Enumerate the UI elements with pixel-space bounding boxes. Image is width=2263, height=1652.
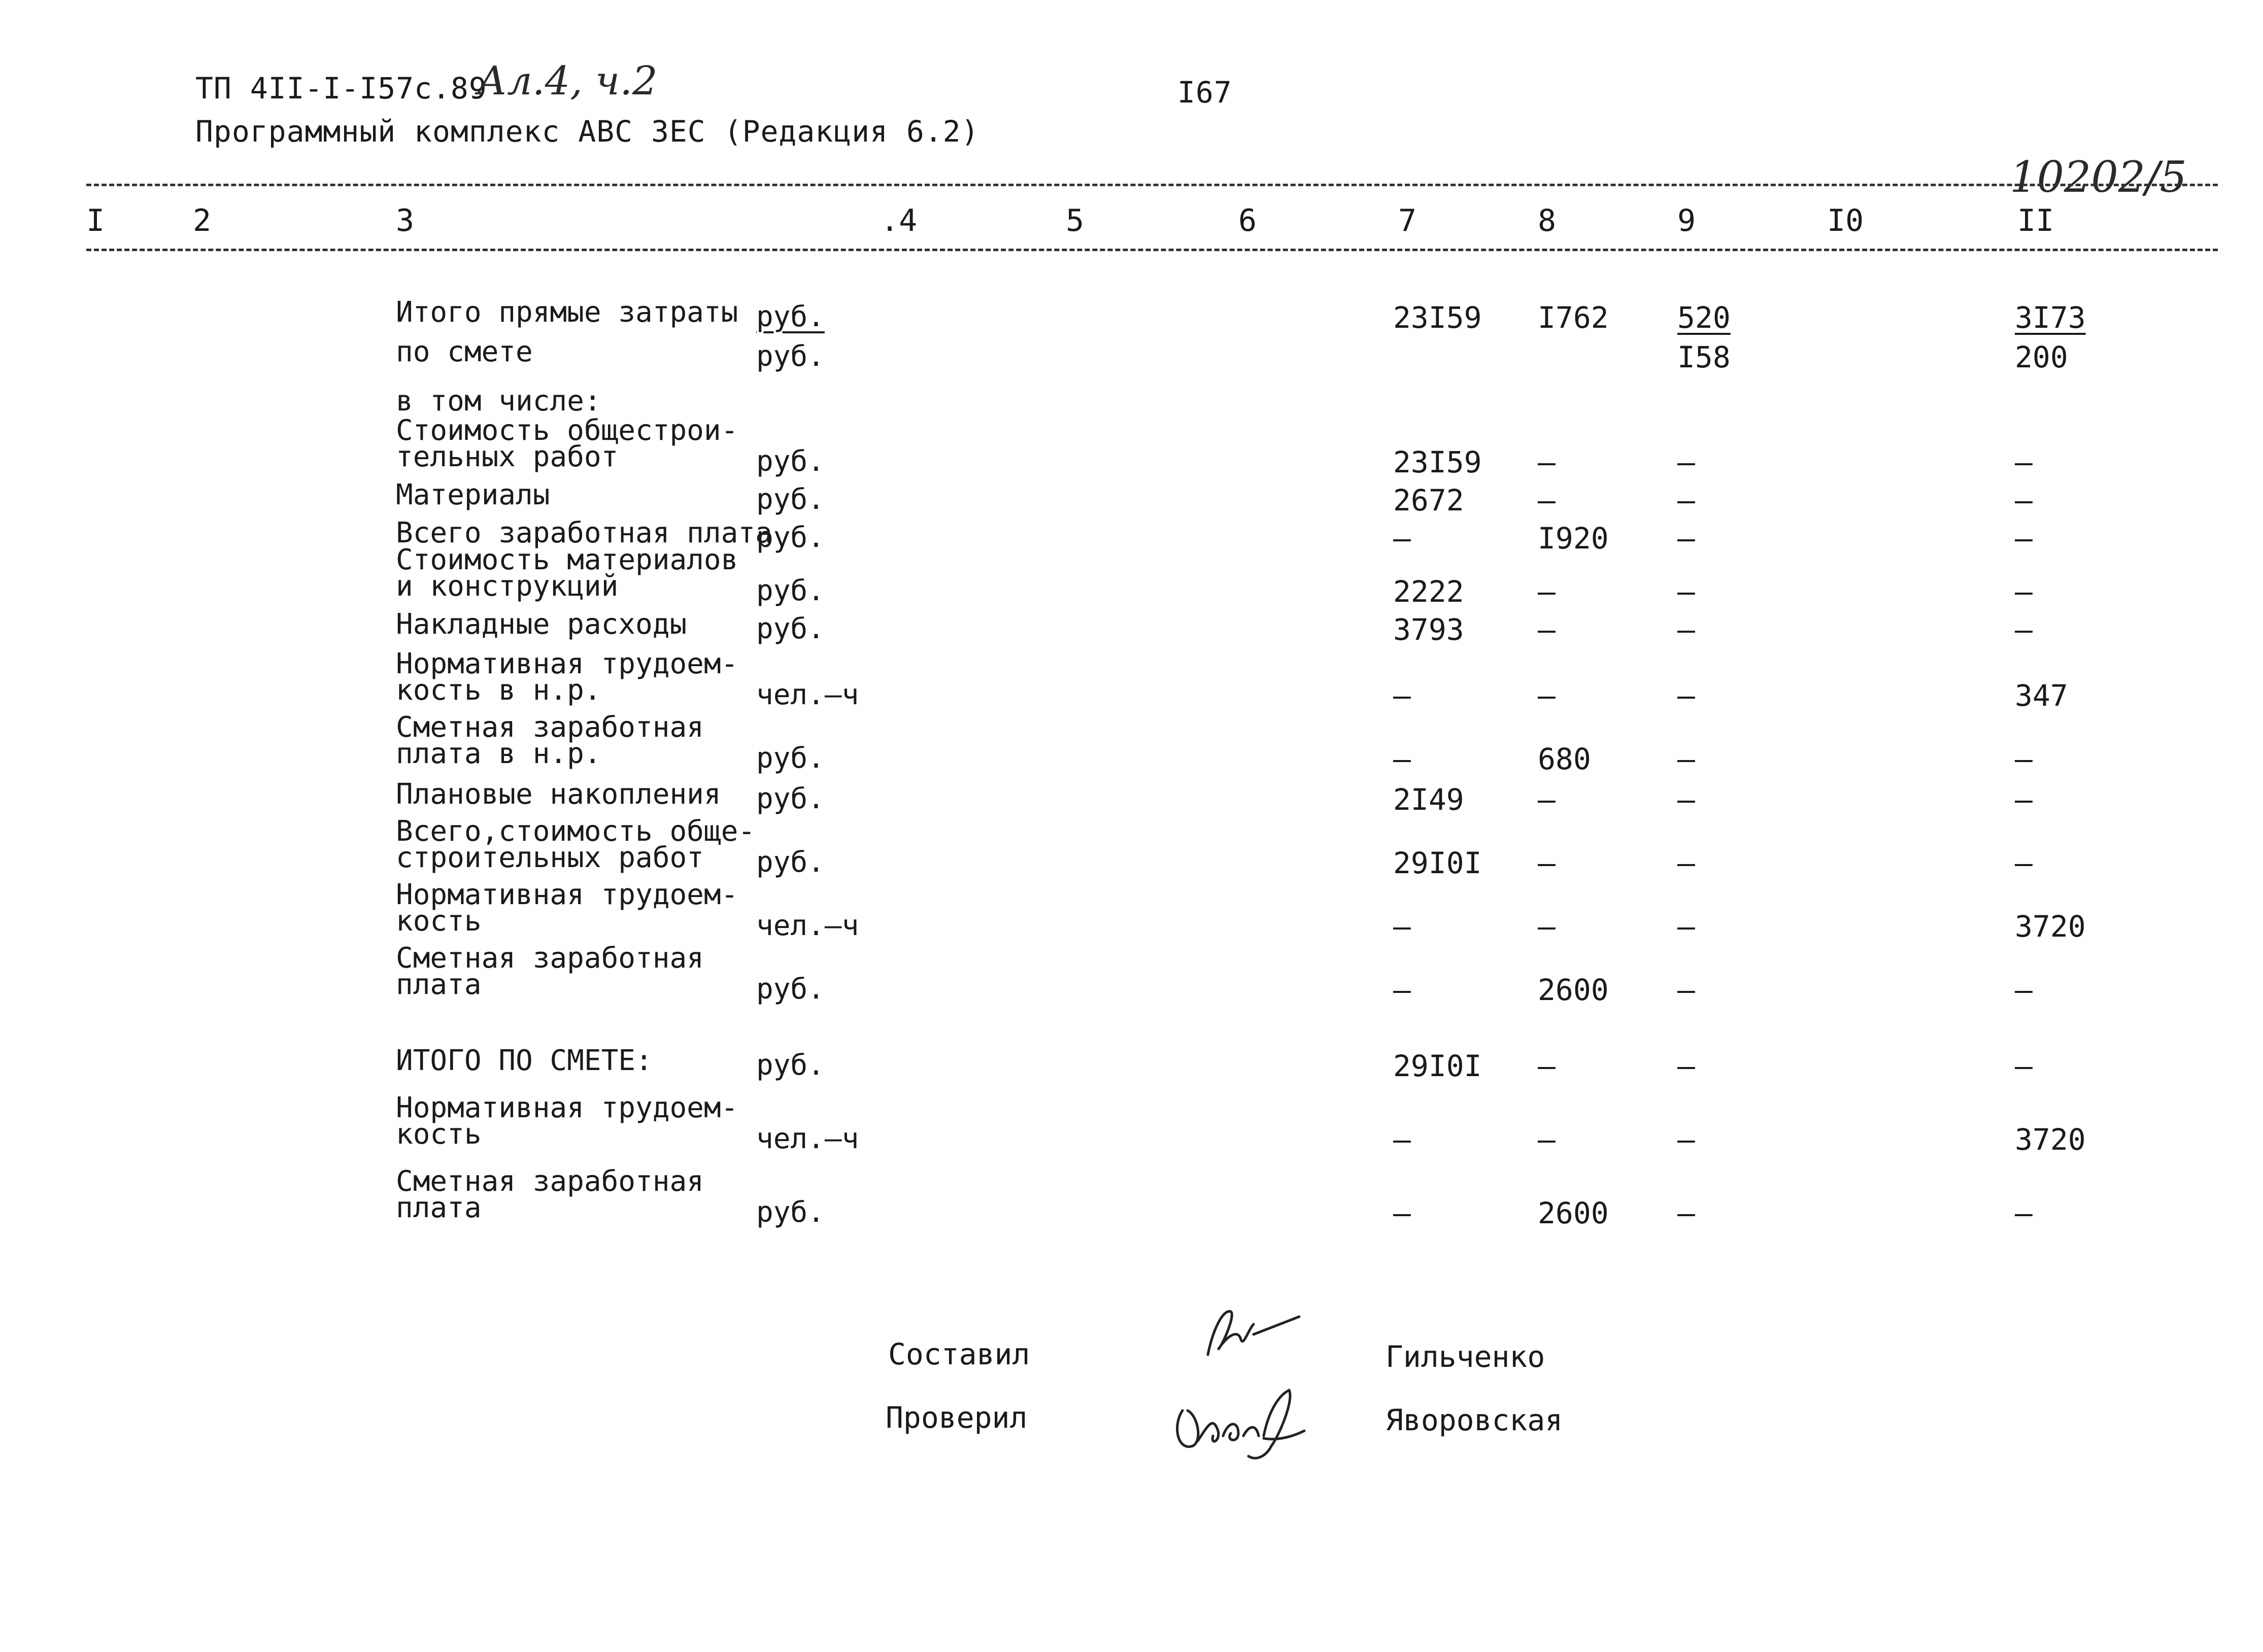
row-label-line: Стоимость материалов xyxy=(396,543,738,576)
col11-cell: – xyxy=(2015,1196,2033,1230)
column-number: II xyxy=(2017,203,2054,238)
col8-cell: – xyxy=(1538,1049,1556,1083)
table-header-rule xyxy=(86,249,2218,251)
row-label-line: Нормативная трудоем- xyxy=(396,647,738,680)
col11-cell: – xyxy=(2015,846,2033,880)
col7-cell: – xyxy=(1393,1196,1411,1230)
col9-cell: – xyxy=(1677,1122,1695,1157)
col8-cell: – xyxy=(1538,678,1556,713)
row-label-line: Итого прямые затраты xyxy=(396,296,738,329)
col8-cell: – xyxy=(1538,612,1556,647)
row-label xyxy=(396,1044,653,1077)
column-number: 2 xyxy=(193,203,212,238)
col8-cell: – xyxy=(1538,782,1556,817)
col11-cell: 3720 xyxy=(2015,1122,2086,1157)
row-label-line: Сметная заработная xyxy=(396,1165,704,1198)
document-code: ТП 4II-I-I57с.89 xyxy=(195,71,487,106)
column-number: 5 xyxy=(1066,203,1085,238)
col9-cell: – xyxy=(1677,1196,1695,1230)
column-number: 3 xyxy=(396,203,415,238)
unit-cell: чел.–ч xyxy=(756,909,859,942)
col11-cell: – xyxy=(2015,782,2033,817)
col7-cell: 23I59 xyxy=(1393,300,1482,335)
row-label-line: Стоимость общестрои- xyxy=(396,414,738,447)
col9-cell: – xyxy=(1677,521,1695,556)
col11-cell: 3I73 xyxy=(2015,300,2086,335)
unit-cell: руб. xyxy=(756,612,825,645)
col9-cell: – xyxy=(1677,909,1695,944)
unit-cell: руб. xyxy=(756,483,825,516)
col11-cell: – xyxy=(2015,483,2033,518)
col11-cell: 200 xyxy=(2015,340,2068,374)
col7-cell: 2222 xyxy=(1393,574,1464,609)
row-label xyxy=(396,385,601,418)
unit-cell: чел.–ч xyxy=(756,678,859,711)
col11-cell: – xyxy=(2015,1049,2033,1083)
checked-by-name: Яворовская xyxy=(1386,1403,1563,1437)
row-label xyxy=(396,778,721,811)
page-number: I67 xyxy=(1177,75,1232,110)
col8-cell: – xyxy=(1538,445,1556,479)
handwritten-archive-number: 10202/5 xyxy=(2010,152,2187,202)
col11-cell: 3720 xyxy=(2015,909,2086,944)
col11-cell: – xyxy=(2015,521,2033,556)
row-label-line: Всего,стоимость обще- xyxy=(396,815,756,848)
col11-cell: – xyxy=(2015,612,2033,647)
col9-cell: – xyxy=(1677,612,1695,647)
row-label-line: кость xyxy=(396,1118,482,1151)
row-label-line: Всего заработная плата xyxy=(396,517,772,549)
row-label-line: строительных работ xyxy=(396,841,704,874)
col9-cell: – xyxy=(1677,973,1695,1007)
table-top-rule xyxy=(86,184,2218,186)
row-label xyxy=(396,878,738,938)
row-label-line: плата xyxy=(396,968,482,1001)
row-label xyxy=(396,942,704,1001)
col8-cell: – xyxy=(1538,483,1556,518)
col9-cell: – xyxy=(1677,483,1695,518)
row-label xyxy=(396,711,704,770)
col7-cell: – xyxy=(1393,521,1411,556)
col9-cell: 520 xyxy=(1677,300,1731,335)
row-label xyxy=(396,335,533,368)
col7-cell: – xyxy=(1393,909,1411,944)
signature-compiler xyxy=(1193,1299,1309,1370)
row-label-line: Сметная заработная xyxy=(396,942,704,975)
col9-cell: – xyxy=(1677,678,1695,713)
row-label-line: Нормативная трудоем- xyxy=(396,1091,738,1124)
col8-cell: I762 xyxy=(1538,300,1609,335)
unit-cell: руб. xyxy=(756,521,825,554)
col7-cell: 2I49 xyxy=(1393,782,1464,817)
col9-cell: – xyxy=(1677,574,1695,609)
row-label xyxy=(396,517,772,549)
col9-cell: – xyxy=(1677,846,1695,880)
unit-cell: руб. xyxy=(756,1196,825,1229)
col7-cell: – xyxy=(1393,742,1411,776)
column-number: 9 xyxy=(1677,203,1696,238)
row-label xyxy=(396,1091,738,1151)
col8-cell: – xyxy=(1538,846,1556,880)
column-number: 8 xyxy=(1538,203,1557,238)
row-label-line: кость в н.р. xyxy=(396,674,601,707)
col7-cell: 29I0I xyxy=(1393,1049,1482,1083)
unit-cell: руб. xyxy=(756,574,825,607)
row-label xyxy=(396,296,738,329)
col9-cell: – xyxy=(1677,445,1695,479)
row-label xyxy=(396,647,738,707)
unit-cell: руб. xyxy=(756,1049,825,1082)
signature-checker xyxy=(1162,1380,1314,1471)
unit-cell: руб. xyxy=(756,445,825,478)
row-label xyxy=(396,815,756,874)
col8-cell: 2600 xyxy=(1538,973,1609,1007)
handwritten-note: Ал.4, ч.2 xyxy=(477,58,658,104)
col8-cell: 680 xyxy=(1538,742,1591,776)
column-number: I0 xyxy=(1827,203,1864,238)
column-number: .4 xyxy=(881,203,918,238)
unit-cell: руб. xyxy=(756,846,825,879)
col8-cell: I920 xyxy=(1538,521,1609,556)
row-label xyxy=(396,478,550,511)
program-title: Программный комплекс АВС 3ЕС (Редакция 6.2) xyxy=(195,114,979,149)
unit-cell: руб. xyxy=(756,973,825,1006)
unit-cell: руб. xyxy=(756,742,825,775)
col11-cell: 347 xyxy=(2015,678,2068,713)
column-number: 7 xyxy=(1398,203,1417,238)
row-label-line: тельных работ xyxy=(396,440,619,473)
col7-cell: – xyxy=(1393,678,1411,713)
unit-cell: руб. xyxy=(756,300,825,333)
col7-cell: 23I59 xyxy=(1393,445,1482,479)
row-label xyxy=(396,414,738,473)
col8-cell: 2600 xyxy=(1538,1196,1609,1230)
unit-cell: чел.–ч xyxy=(756,1122,859,1155)
row-label-line: кость xyxy=(396,905,482,938)
row-label-line: плата xyxy=(396,1191,482,1224)
col11-cell: – xyxy=(2015,973,2033,1007)
col8-cell: – xyxy=(1538,574,1556,609)
col11-cell: – xyxy=(2015,445,2033,479)
col9-cell: – xyxy=(1677,742,1695,776)
row-label-line: Сметная заработная xyxy=(396,711,704,744)
unit-cell: руб. xyxy=(756,340,825,373)
row-label-line: Плановые накопления xyxy=(396,778,721,811)
row-label-line: Накладные расходы xyxy=(396,608,687,641)
row-label-line: по смете xyxy=(396,335,533,368)
checked-by-label: Проверил xyxy=(886,1400,1028,1435)
col8-cell: – xyxy=(1538,909,1556,944)
column-number: I xyxy=(86,203,105,238)
col11-cell: – xyxy=(2015,574,2033,609)
row-label xyxy=(396,1165,704,1224)
col8-cell: – xyxy=(1538,1122,1556,1157)
compiled-by-name: Гильченко xyxy=(1386,1339,1545,1374)
compiled-by-label: Составил xyxy=(888,1337,1030,1371)
column-number: 6 xyxy=(1238,203,1257,238)
col7-cell: 3793 xyxy=(1393,612,1464,647)
row-label-line: Материалы xyxy=(396,478,550,511)
col7-cell: – xyxy=(1393,1122,1411,1157)
col11-cell: – xyxy=(2015,742,2033,776)
unit-cell: руб. xyxy=(756,782,825,815)
row-label-line: и конструкций xyxy=(396,570,619,603)
col9-cell: – xyxy=(1677,1049,1695,1083)
row-label xyxy=(396,608,687,641)
row-label-line: плата в н.р. xyxy=(396,737,601,770)
col7-cell: 29I0I xyxy=(1393,846,1482,880)
row-label-line: в том числе: xyxy=(396,385,601,418)
row-label-line: ИТОГО ПО СМЕТЕ: xyxy=(396,1044,653,1077)
col9-cell: I58 xyxy=(1677,340,1731,374)
row-label xyxy=(396,543,738,603)
col9-cell: – xyxy=(1677,782,1695,817)
row-label-line: Нормативная трудоем- xyxy=(396,878,738,911)
col7-cell: – xyxy=(1393,973,1411,1007)
col7-cell: 2672 xyxy=(1393,483,1464,518)
